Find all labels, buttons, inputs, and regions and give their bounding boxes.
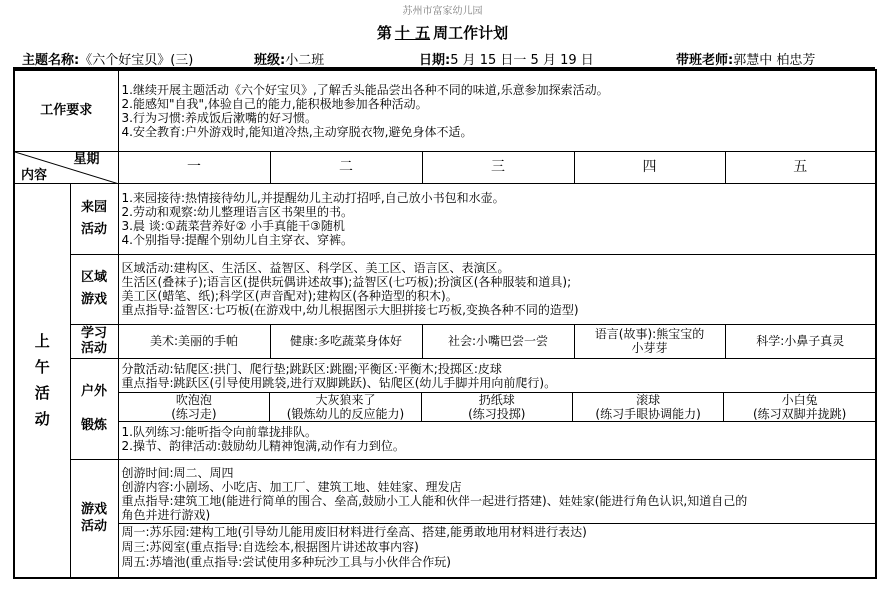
requirement-line: 4.安全教育:户外游戏时,能知道冷热,主动穿脱衣物,避免身体不适。 — [121, 124, 473, 139]
exercise-block — [119, 422, 876, 455]
weekday-header-row — [14, 151, 876, 183]
weekday-header: 二 — [270, 151, 422, 183]
play-block — [119, 466, 876, 524]
arrival-line: 3.晨 谈:①蔬菜营养好② 小手真能干③随机 — [121, 218, 345, 233]
learning-row — [14, 324, 876, 358]
play-line: 创游内容:小剧场、小吃店、加工厂、建筑工地、娃娃家、理发店 — [121, 480, 462, 495]
school-name: 苏州市富家幼儿园 — [402, 6, 483, 17]
week-number: 十 五 — [394, 24, 431, 42]
area-game-line: 区域活动:建构区、生活区、益智区、科学区、美工区、语言区、表演区。 — [121, 261, 510, 275]
weekday-header: 四 — [574, 151, 725, 183]
outdoor-games-table — [119, 392, 876, 422]
teacher-info — [676, 49, 815, 68]
teacher-value: 郭慧中 柏忠芳 — [733, 53, 816, 68]
area-game-row — [14, 254, 876, 324]
corner-content-label: 内容 — [21, 167, 48, 183]
requirement-line: 1.继续开展主题活动《六个好宝贝》,了解舌头能品尝出各种不同的味道,乐意参加探索活动。 — [121, 82, 609, 97]
play-line: 角色并进行游戏) — [121, 508, 211, 523]
teacher-label: 带班老师: — [676, 53, 734, 68]
outdoor-row — [14, 358, 876, 459]
play-schedule-line: 周三:苏阅室(重点指导:自选绘本,根据图片讲述故事内容) — [121, 540, 419, 555]
learning-item: 健康:多吃蔬菜身体好 — [270, 324, 422, 358]
theme-value: 《六个好宝贝》(三) — [79, 53, 194, 68]
play-line: 重点指导:建筑工地(能进行简单的围合、垒高,鼓励小工人能和伙伴一起进行搭建)、娃娃家(能进行角色认识,知道自己的 — [121, 494, 748, 509]
page-title — [0, 22, 885, 43]
outdoor-line: 重点指导:跳跃区(引导使用跳袋,进行双脚跳跃)、钻爬区(幼儿手脚并用向前爬行)。 — [121, 376, 557, 390]
learning-item: 社会:小嘴巴尝一尝 — [422, 324, 574, 358]
date-value: 5 月 15 日一 5 月 19 日 — [450, 53, 594, 68]
theme-label: 主题名称: — [22, 53, 80, 68]
area-game-line: 生活区(叠袜子);语言区(提供玩偶讲述故事);益智区(七巧板);扮演区(各种服装和道具); — [121, 275, 572, 289]
play-line: 创游时间:周二、周四 — [121, 466, 234, 481]
date-info — [419, 49, 594, 68]
learning-item: 美术:美丽的手帕 — [118, 324, 270, 358]
date-label: 日期: — [419, 53, 451, 68]
arrival-content — [118, 183, 876, 254]
learning-item: 语言(故事):熊宝宝的 小芽芽 — [574, 324, 725, 358]
play-schedule-line: 周一:苏乐园:建构工地(引导幼儿能用废旧材料进行垒高、搭建,能勇敢地用材料进行表达) — [121, 525, 587, 540]
requirements-content — [118, 70, 876, 151]
outdoor-block — [119, 362, 876, 390]
learning-label: 学习 活动 — [70, 324, 118, 358]
requirements-row — [14, 70, 876, 151]
requirement-line: 3.行为习惯:养成饭后漱嘴的好习惯。 — [121, 110, 318, 125]
title-suffix: 周工作计划 — [433, 24, 509, 42]
arrival-label: 来园 活动 — [70, 183, 118, 254]
arrival-line: 4.个别指导:提醒个别幼儿自主穿衣、穿裤。 — [121, 232, 354, 247]
corner-cell — [14, 151, 118, 183]
requirement-line: 2.能感知"自我",体验自己的能力,能积极地参加各种活动。 — [121, 96, 428, 111]
exercise-line: 1.队列练习:能听指令向前靠拢排队。 — [121, 425, 318, 439]
arrival-row — [14, 183, 876, 254]
outdoor-game-cell: 吹泡泡 (练习走) — [171, 393, 217, 421]
requirements-label: 工作要求 — [14, 70, 118, 151]
title-prefix: 第 — [376, 24, 392, 42]
play-row — [14, 459, 876, 578]
exercise-line: 2.操节、韵律活动:鼓励幼儿精神饱满,动作有力到位。 — [121, 439, 405, 453]
outdoor-game-cell: 大灰狼来了 (锻炼幼儿的反应能力) — [270, 393, 421, 422]
outdoor-line: 分散活动:钻爬区:拱门、爬行垫;跳跃区:跳圈;平衡区:平衡木;投掷区:皮球 — [121, 362, 502, 376]
outdoor-game-cell: 小白兔 (练习双脚并拢跳) — [724, 393, 875, 422]
weekday-header: 三 — [422, 151, 574, 183]
outdoor-game-cell: 滚球 (练习手眼协调能力) — [572, 393, 723, 422]
play-schedule-line: 周五:苏墙池(重点指导:尝试使用多种玩沙工具与小伙伴合作玩) — [121, 555, 451, 570]
area-game-content — [118, 254, 876, 324]
theme-info — [22, 49, 193, 68]
corner-weekday-label: 星期 — [73, 151, 100, 167]
class-label: 班级: — [254, 53, 286, 68]
area-game-line: 美工区(蜡笔、纸);科学区(声音配对);建构区(各种造型的积木)。 — [121, 289, 458, 303]
class-info — [254, 49, 324, 68]
learning-item: 科学:小鼻子真灵 — [725, 324, 876, 358]
weekday-header: 五 — [725, 151, 876, 183]
play-content — [118, 459, 876, 578]
morning-activities-label: 上 午 活 动 — [14, 183, 70, 578]
class-value: 小二班 — [285, 53, 325, 68]
outdoor-content — [118, 358, 876, 459]
area-game-line: 重点指导:益智区:七巧板(在游戏中,幼儿根据图示大胆拼接七巧板,变换各种不同的造型) — [121, 303, 579, 317]
play-label: 游戏 活动 — [70, 459, 118, 578]
weekly-plan-table — [13, 69, 877, 579]
arrival-line: 1.来园接待:热情接待幼儿,并提醒幼儿主动打招呼,自己放小书包和水壶。 — [121, 190, 505, 205]
outdoor-game-cell: 扔纸球 (练习投掷) — [421, 393, 572, 422]
play-schedule — [119, 524, 876, 570]
area-game-label: 区域 游戏 — [70, 254, 118, 324]
weekday-header: 一 — [118, 151, 270, 183]
outdoor-label: 户外 锻炼 — [70, 358, 118, 459]
arrival-line: 2.劳动和观察:幼儿整理语言区书架里的书。 — [121, 204, 354, 219]
